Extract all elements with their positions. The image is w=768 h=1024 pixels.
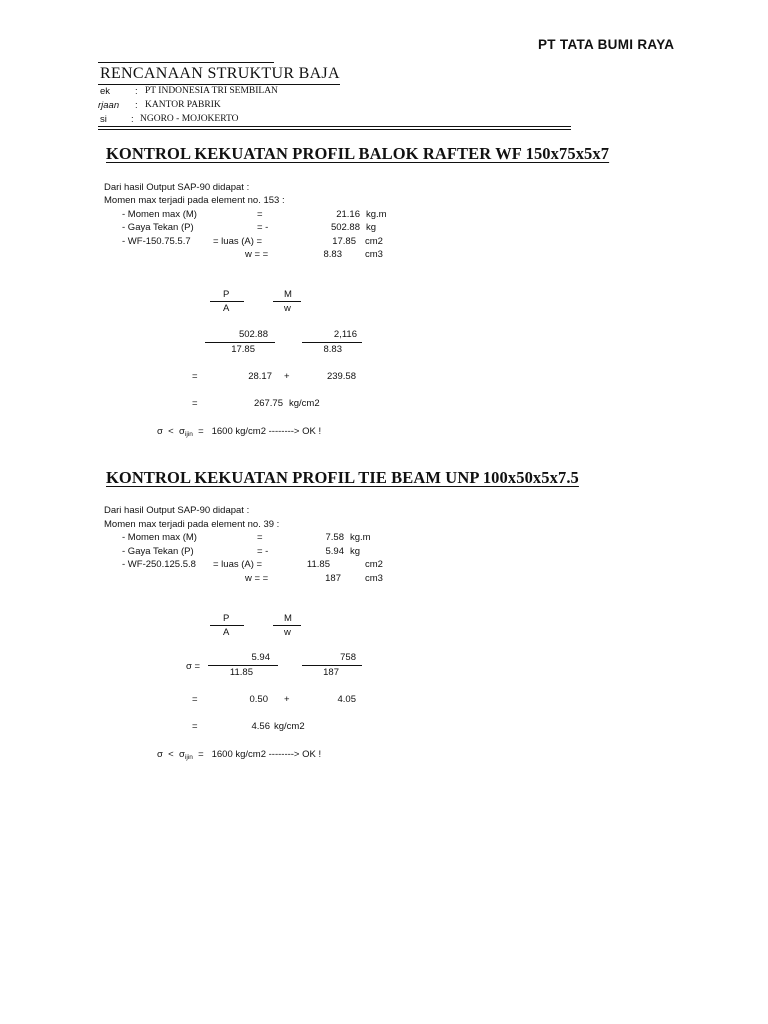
stress-check: $\sigma < \sigma_{ijin}$ = 1600 kg/cm2 --------> OK ! (157, 749, 322, 761)
param-label: - WF-250.125.5.8 (122, 559, 196, 570)
stress-unit: kg/cm2 (274, 721, 305, 732)
header-rule-2 (98, 129, 571, 130)
section-title: KONTROL KEKUATAN PROFIL TIE BEAM UNP 100x50x5x7.5 (106, 468, 579, 487)
formula-p: P (223, 289, 230, 300)
param-value: 17.85 (332, 236, 356, 247)
numerator: 502.88 (238, 329, 268, 340)
info-value-job: KANTOR PABRIK (145, 100, 221, 110)
param-label: - Momen max (M) (122, 532, 197, 543)
param-eq: = luas (A) = (213, 236, 263, 247)
stress-unit: kg/cm2 (289, 398, 320, 409)
param-value: 5.94 (325, 546, 344, 557)
equals-sign: = (192, 694, 198, 705)
param-unit: kg (350, 546, 361, 557)
fraction-bar (273, 625, 301, 626)
param-value: 187 (325, 573, 341, 584)
numerator: 758 (340, 652, 356, 663)
partial-result: 0.50 (249, 694, 268, 705)
param-eq: = (257, 209, 263, 220)
denominator: 17.85 (231, 344, 255, 355)
intro-text: Dari hasil Output SAP-90 didapat : (104, 182, 250, 193)
stress-result: 4.56 (251, 721, 270, 732)
param-eq: = - (257, 546, 269, 557)
fraction-bar (302, 342, 362, 343)
equals-sign: = (192, 371, 198, 382)
intro-text: Momen max terjadi pada element no. 153 : (104, 195, 285, 206)
param-eq: w = = (245, 249, 269, 260)
denominator: 11.85 (229, 667, 253, 678)
equals-sign: = (192, 398, 198, 409)
denominator: 187 (323, 667, 339, 678)
denominator: 8.83 (323, 344, 342, 355)
info-value-location: NGORO - MOJOKERTO (140, 114, 239, 124)
fraction-bar (208, 665, 278, 666)
param-eq: = - (257, 222, 269, 233)
intro-text: Momen max terjadi pada element no. 39 : (104, 519, 280, 530)
info-sep-project: : (135, 86, 138, 97)
info-label-location: si (100, 114, 107, 125)
param-value: 8.83 (323, 249, 342, 260)
param-value: 502.88 (330, 222, 360, 233)
title-overline (98, 62, 274, 63)
document-title: RENCANAAN STRUKTUR BAJA (100, 65, 340, 82)
title-underline (98, 84, 340, 85)
formula-p: P (223, 613, 230, 624)
intro-text: Dari hasil Output SAP-90 didapat : (104, 505, 250, 516)
header-rule-1 (98, 126, 571, 127)
info-label-project: ek (100, 86, 111, 97)
fraction-bar (302, 665, 362, 666)
section-title: KONTROL KEKUATAN PROFIL BALOK RAFTER WF 150x75x5x7 (106, 144, 610, 163)
stress-result: 267.75 (253, 398, 283, 409)
partial-result: 4.05 (337, 694, 356, 705)
param-unit: kg (366, 222, 377, 233)
partial-result: 239.58 (326, 371, 356, 382)
param-label: - Gaya Tekan (P) (122, 222, 194, 233)
info-value-project: PT INDONESIA TRI SEMBILAN (145, 86, 278, 96)
formula-w: w (284, 303, 291, 314)
sigma-prefix: σ = (186, 661, 201, 672)
param-unit: kg.m (350, 532, 371, 543)
formula-m: M (284, 289, 292, 300)
param-label: - Momen max (M) (122, 209, 197, 220)
plus-sign: + (284, 371, 290, 382)
numerator: 5.94 (251, 652, 270, 663)
param-label: - Gaya Tekan (P) (122, 546, 194, 557)
param-eq: = luas (A) = (213, 559, 263, 570)
param-unit: cm2 (365, 559, 383, 570)
param-value: 21.16 (336, 209, 360, 220)
param-unit: cm3 (365, 249, 383, 260)
plus-sign: + (284, 694, 290, 705)
fraction-bar (205, 342, 275, 343)
param-value: 11.85 (306, 559, 330, 570)
info-sep-location: : (131, 114, 134, 125)
fraction-bar (210, 625, 244, 626)
fraction-bar (210, 301, 244, 302)
param-label: - WF-150.75.5.7 (122, 236, 191, 247)
formula-m: M (284, 613, 292, 624)
info-sep-job: : (135, 100, 138, 111)
formula-w: w (284, 627, 291, 638)
fraction-bar (273, 301, 301, 302)
formula-a: A (223, 627, 230, 638)
equals-sign: = (192, 721, 198, 732)
stress-check: $\sigma < \sigma_{ijin}$ = 1600 kg/cm2 --------> OK ! (157, 426, 322, 438)
param-eq: = (257, 532, 263, 543)
formula-a: A (223, 303, 230, 314)
partial-result: 28.17 (248, 371, 272, 382)
numerator: 2,116 (333, 329, 357, 340)
param-eq: w = = (245, 573, 269, 584)
param-unit: cm2 (365, 236, 383, 247)
param-unit: kg.m (366, 209, 387, 220)
info-label-job: rjaan (98, 100, 120, 111)
company-name: PT TATA BUMI RAYA (538, 37, 675, 52)
param-unit: cm3 (365, 573, 383, 584)
param-value: 7.58 (325, 532, 344, 543)
